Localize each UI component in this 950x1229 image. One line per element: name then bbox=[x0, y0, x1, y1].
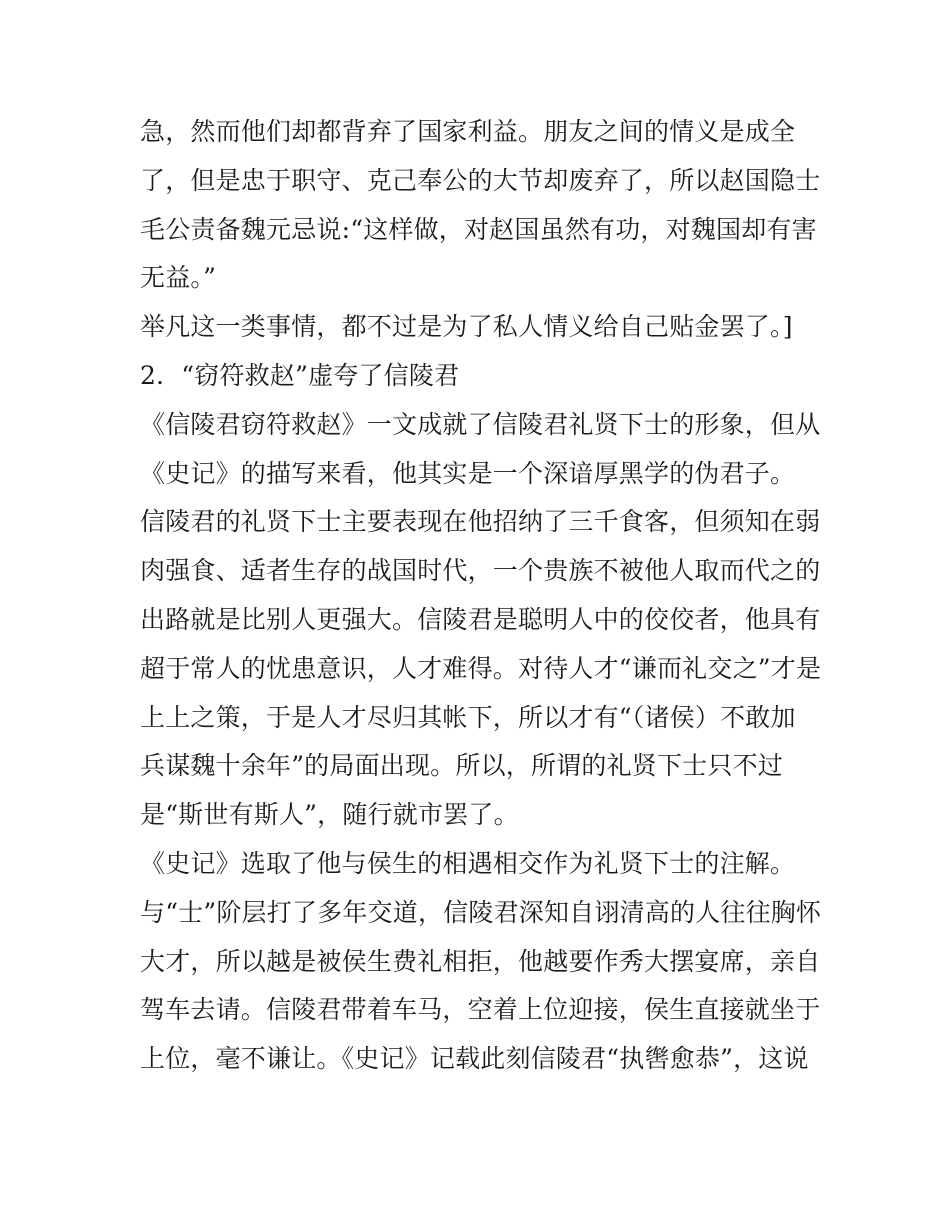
text-line: 无益。” bbox=[140, 263, 217, 293]
text-line: 与“士”阶层打了多年交道，信陵君深知自诩清高的人往往胸怀 bbox=[140, 897, 822, 927]
text-line: 《史记》选取了他与侯生的相遇相交作为礼贤下士的注解。 bbox=[140, 848, 796, 878]
text-line: 《史记》的描写来看，他其实是一个深谙厚黑学的伪君子。 bbox=[140, 458, 796, 488]
text-line: 举凡这一类事情，都不过是为了私人情义给自己贴金罢了。] bbox=[140, 312, 793, 342]
text-line: 《信陵君窃符救赵》一文成就了信陵君礼贤下士的形象，但从 bbox=[140, 409, 821, 439]
document-page bbox=[140, 108, 820, 1084]
text-line: 超于常人的忧患意识，人才难得。对待人才“谦而礼交之”才是 bbox=[140, 653, 822, 683]
text-line: 上位，毫不谦让。《史记》记载此刻信陵君“执辔愈恭”，这说 bbox=[140, 1044, 809, 1074]
text-line: 肉强食、适者生存的战国时代，一个贵族不被他人取而代之的 bbox=[140, 556, 821, 586]
text-line: 毛公责备魏元忌说:“这样做，对赵国虽然有功，对魏国却有害 bbox=[140, 214, 817, 244]
section-heading: 2．“窃符救赵”虚夸了信陵君 bbox=[140, 360, 460, 390]
text-line: 大才，所以越是被侯生费礼相拒，他越要作秀大摆宴席，亲自 bbox=[140, 946, 821, 976]
text-line: 了，但是忠于职守、克己奉公的大节却废弃了，所以赵国隐士 bbox=[140, 165, 821, 195]
text-line: 驾车去请。信陵君带着车马，空着上位迎接，侯生直接就坐于 bbox=[140, 995, 821, 1025]
text-line: 出路就是比别人更强大。信陵君是聪明人中的佼佼者，他具有 bbox=[140, 604, 821, 634]
text-line: 信陵君的礼贤下士主要表现在他招纳了三千食客，但须知在弱 bbox=[140, 507, 821, 537]
text-line: 兵谋魏十余年”的局面出现。所以，所谓的礼贤下士只不过 bbox=[140, 751, 783, 781]
text-line: 是“斯世有斯人”，随行就市罢了。 bbox=[140, 800, 519, 830]
text-line: 急，然而他们却都背弃了国家利益。朋友之间的情义是成全 bbox=[140, 117, 796, 146]
text-line: 上上之策，于是人才尽归其帐下，所以才有“（诸侯）不敢加 bbox=[140, 702, 796, 732]
